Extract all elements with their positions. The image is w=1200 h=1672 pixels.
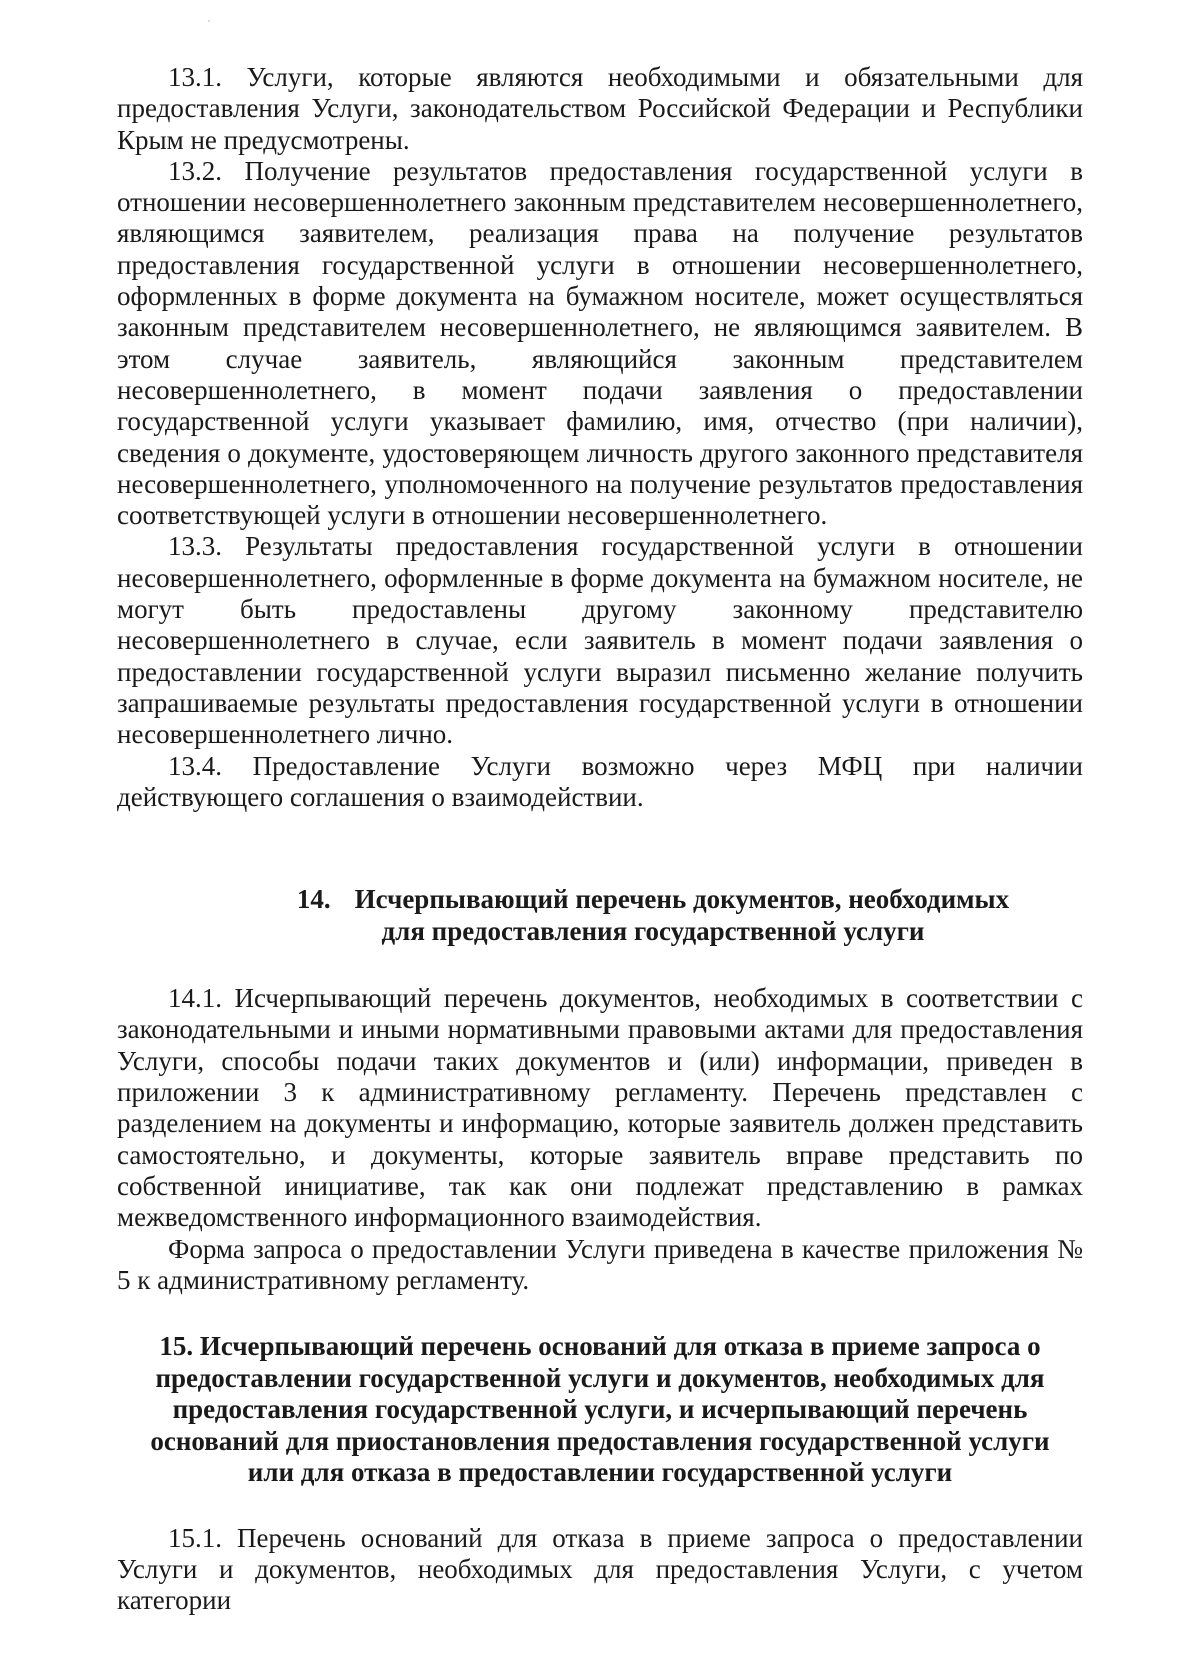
section-15-title-line-3: предоставления государственной услуги, и исчерпывающий перечень: [172, 1394, 1028, 1425]
section-15-title-line-1: 15. Исчерпывающий перечень оснований для отказа в приеме запроса о: [159, 1331, 1041, 1362]
paragraph-13-2: 13.2. Получение результатов предоставления государственной услуги в отношении несовершеннолетнего законным представителем несовершеннолетнего, являющимся заявителем, реализация права на получение результатов предоставления государственной услуги в отношении несовершеннолетнего, оформленных в форме документа на бумажном носителе, может осуществляться законным представителем несовершеннолетнего, не являющимся заявителем. В этом случае заявитель, являющийся законным представителем несовершеннолетнего, в момент подачи заявления о предоставлении государственной услуги указывает фамилию, имя, отчество (при наличии), сведения о документе, удостоверяющем личность другого законного представителя несовершеннолетнего, уполномоченного на получение результатов предоставления соответствующей услуги в отношении несовершеннолетнего.: [117, 155, 1083, 531]
section-14-title-line-1: Исчерпывающий перечень документов, необходимых: [354, 884, 1010, 915]
paragraph-14-form: Форма запроса о предоставлении Услуги приведена в качестве приложения № 5 к административному регламенту.: [117, 1233, 1083, 1295]
paragraph-13-1: 13.1. Услуги, которые являются необходимыми и обязательными для предоставления Услуги, законодательством Российской Федерации и Республики Крым не предусмотрены.: [117, 62, 1083, 155]
section-14-number: 14.: [296, 884, 331, 915]
section-15-title-line-4: оснований для приостановления предоставления государственной услуги: [150, 1425, 1050, 1456]
section-15-title-line-2: предоставлении государственной услуги и документов, необходимых для: [155, 1362, 1045, 1393]
scan-speck: [208, 20, 210, 22]
section-14-heading-line-1: [223, 884, 1083, 916]
paragraph-15-1: 15.1. Перечень оснований для отказа в приеме запроса о предоставлении Услуги и документов, необходимых для предоставления Услуги, с учетом категории: [117, 1522, 1083, 1616]
section-14-title-line-2: для предоставления государственной услуги: [381, 915, 925, 946]
paragraph-14-1: 14.1. Исчерпывающий перечень документов, необходимых в соответствии с законодательными и иными нормативными правовыми актами для предоставления Услуги, способы подачи таких документов и (или) информации, приведен в приложении 3 к административному регламенту. Перечень представлен с разделением на документы и информацию, которые заявитель должен представить самостоятельно, и документы, которые заявитель вправе представить по собственной инициативе, так как они подлежат представлению в рамках межведомственного информационного взаимодействия.: [117, 983, 1083, 1233]
document-page: [117, 62, 1083, 1616]
section-14-heading: [117, 884, 1083, 947]
section-15-heading: [117, 1331, 1083, 1489]
section-15-title-line-5: или для отказа в предоставлении государственной услуги: [247, 1457, 953, 1488]
paragraph-13-4: 13.4. Предоставление Услуги возможно через МФЦ при наличии действующего соглашения о взаимодействии.: [117, 750, 1083, 812]
paragraph-13-3: 13.3. Результаты предоставления государственной услуги в отношении несовершеннолетнего, оформленные в форме документа на бумажном носителе, не могут быть предоставлены другому законному представителю несовершеннолетнего в случае, если заявитель в момент подачи заявления о предоставлении государственной услуги выразил письменно желание получить запрашиваемые результаты предоставления государственной услуги в отношении несовершеннолетнего лично.: [117, 531, 1083, 750]
